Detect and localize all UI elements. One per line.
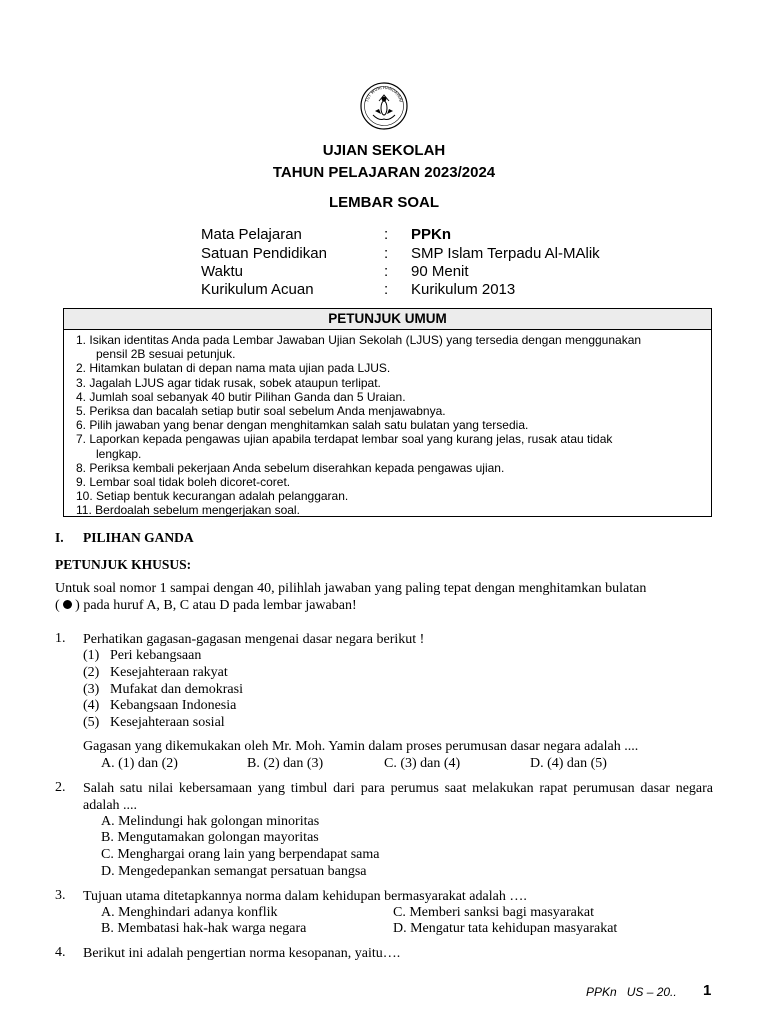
page-number: 1 bbox=[703, 982, 712, 999]
question-number: 2. bbox=[55, 780, 66, 795]
info-colon: : bbox=[384, 281, 389, 298]
list-item-label: (2) bbox=[83, 665, 100, 680]
list-item: Peri kebangsaan bbox=[110, 648, 202, 663]
general-instructions-title: PETUNJUK UMUM bbox=[64, 309, 711, 330]
list-item: 4. Jumlah soal sebanyak 40 butir Pilihan Ganda dan 5 Uraian. bbox=[76, 389, 406, 404]
option-b[interactable]: B. Mengutamakan golongan mayoritas bbox=[101, 830, 319, 845]
info-row-curriculum bbox=[201, 281, 701, 299]
info-value: Kurikulum 2013 bbox=[411, 281, 516, 298]
info-row-subject bbox=[201, 226, 701, 244]
footer-label: PPKn US – 20.. bbox=[586, 985, 677, 999]
general-instructions-list bbox=[64, 330, 711, 518]
option-d[interactable]: D. Mengatur tata kehidupan masyarakat bbox=[393, 921, 618, 936]
list-item-label: (3) bbox=[83, 682, 100, 697]
list-item: Kesejahteraan rakyat bbox=[110, 665, 228, 680]
info-label: Kurikulum Acuan bbox=[201, 281, 314, 298]
question-stem: Gagasan yang dikemukakan oleh Mr. Moh. Yamin dalam proses perumusan dasar negara adalah .... bbox=[83, 739, 639, 754]
list-item: 2. Hitamkan bulatan di depan nama mata ujian pada LJUS. bbox=[76, 361, 391, 376]
question-number: 1. bbox=[55, 631, 66, 646]
academic-year-title: TAHUN PELAJARAN 2023/2024 bbox=[272, 164, 496, 181]
option-c[interactable]: C. Menghargai orang lain yang berpendapat sama bbox=[101, 847, 380, 862]
exam-title: UJIAN SEKOLAH bbox=[322, 142, 446, 159]
option-d[interactable]: D. (4) dan (5) bbox=[530, 756, 607, 771]
svg-text:TUT WURI HANDAYANI: TUT WURI HANDAYANI bbox=[364, 84, 404, 103]
question-number: 4. bbox=[55, 945, 66, 960]
info-value: SMP Islam Terpadu Al-MAlik bbox=[411, 245, 600, 262]
info-label: Mata Pelajaran bbox=[201, 226, 302, 243]
section-title: PILIHAN GANDA bbox=[83, 530, 194, 545]
list-item: 3. Jagalah LJUS agar tidak rusak, sobek ataupun terlipat. bbox=[76, 375, 381, 390]
info-value: PPKn bbox=[411, 226, 452, 243]
info-colon: : bbox=[384, 226, 389, 243]
list-item: 7. Laporkan kepada pengawas ujian apabila terdapat lembar soal yang kurang jelas, rusak atau tidak lengkap. bbox=[76, 432, 613, 461]
list-item: 8. Periksa kembali pekerjaan Anda sebelum diserahkan kepada pengawas ujian. bbox=[76, 460, 505, 475]
info-label: Satuan Pendidikan bbox=[201, 245, 327, 262]
special-instructions-line2: ( ) pada huruf A, B, C atau D pada lembar jawaban! bbox=[55, 598, 357, 613]
list-item-label: (5) bbox=[83, 715, 100, 730]
special-instructions-line1: Untuk soal nomor 1 sampai dengan 40, pilihlah jawaban yang paling tepat dengan menghitamkan bulatan bbox=[55, 581, 647, 596]
list-item: 5. Periksa dan bacalah setiap butir soal sebelum Anda menjawabnya. bbox=[76, 404, 446, 419]
info-row-school bbox=[201, 245, 701, 263]
list-item: 11. Berdoalah sebelum mengerjakan soal. bbox=[76, 503, 300, 518]
option-b[interactable]: B. (2) dan (3) bbox=[247, 756, 324, 771]
option-c[interactable]: C. Memberi sanksi bagi masyarakat bbox=[393, 905, 595, 920]
info-label: Waktu bbox=[201, 263, 243, 280]
question-text: Tujuan utama ditetapkannya norma dalam kehidupan bermasyarakat adalah …. bbox=[83, 889, 527, 904]
list-item-label: (1) bbox=[83, 648, 100, 663]
list-item: Kebangsaan Indonesia bbox=[110, 698, 237, 713]
section-number: I. bbox=[55, 530, 64, 545]
option-c[interactable]: C. (3) dan (4) bbox=[384, 756, 461, 771]
info-row-time bbox=[201, 263, 701, 281]
list-item-label: (4) bbox=[83, 698, 100, 713]
option-a[interactable]: A. Menghindari adanya konflik bbox=[101, 905, 278, 920]
list-item: 6. Pilih jawaban yang benar dengan menghitamkan salah satu bulatan yang tersedia. bbox=[76, 418, 529, 433]
question-text: Berikut ini adalah pengertian norma kesopanan, yaitu…. bbox=[83, 946, 401, 961]
question-number: 3. bbox=[55, 888, 66, 903]
list-item: Kesejahteraan sosial bbox=[110, 715, 225, 730]
list-item: 10. Setiap bentuk kecurangan adalah pelanggaran. bbox=[76, 489, 349, 504]
option-d[interactable]: D. Mengedepankan semangat persatuan bangsa bbox=[101, 864, 367, 879]
info-value: 90 Menit bbox=[411, 263, 469, 280]
info-colon: : bbox=[384, 245, 389, 262]
question-text: Salah satu nilai kebersamaan yang timbul dari para perumus saat melakukan rapat perumusan dasar negara adalah .... bbox=[83, 781, 713, 813]
school-emblem-icon bbox=[359, 81, 409, 131]
filled-circle-icon bbox=[63, 600, 72, 609]
option-a[interactable]: A. (1) dan (2) bbox=[101, 756, 178, 771]
option-a[interactable]: A. Melindungi hak golongan minoritas bbox=[101, 814, 320, 829]
general-instructions-box bbox=[63, 308, 712, 517]
list-item: Mufakat dan demokrasi bbox=[110, 682, 243, 697]
sheet-title: LEMBAR SOAL bbox=[329, 194, 439, 211]
option-b[interactable]: B. Membatasi hak-hak warga negara bbox=[101, 921, 307, 936]
info-colon: : bbox=[384, 263, 389, 280]
list-item: 9. Lembar soal tidak boleh dicoret-coret. bbox=[76, 475, 291, 490]
question-text: Perhatikan gagasan-gagasan mengenai dasar negara berikut ! bbox=[83, 632, 425, 647]
special-instructions-title: PETUNJUK KHUSUS: bbox=[55, 557, 192, 572]
list-item: 1. Isikan identitas Anda pada Lembar Jawaban Ujian Sekolah (LJUS) yang tersedia dengan menggunakan pensil 2B sesuai petunjuk. bbox=[76, 333, 642, 362]
